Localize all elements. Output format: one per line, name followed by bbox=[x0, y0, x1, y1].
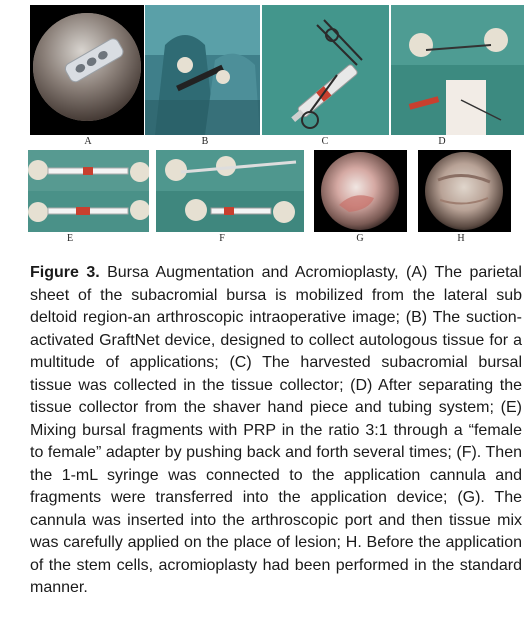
panel-a-label: A bbox=[84, 136, 92, 147]
panel-e-label: E bbox=[66, 233, 74, 244]
panel-f-label: F bbox=[219, 233, 225, 244]
panel-c-label: C bbox=[321, 136, 329, 147]
panel-f-image bbox=[156, 150, 304, 232]
panel-h-label: H bbox=[457, 233, 465, 244]
panel-h-image bbox=[418, 150, 511, 232]
panel-b-image bbox=[145, 5, 260, 135]
panel-a-image bbox=[30, 5, 144, 135]
panel-d-image bbox=[391, 5, 524, 135]
panel-g-label: G bbox=[356, 233, 364, 244]
panel-e-image bbox=[28, 150, 149, 232]
panel-d-label: D bbox=[438, 136, 446, 147]
figure-caption bbox=[30, 262, 522, 600]
panel-c-image bbox=[262, 5, 389, 135]
figure-label: Figure 3. bbox=[30, 264, 100, 281]
caption-text: Bursa Augmentation and Acromioplasty, (A) The parietal sheet of the subacromial bursa is mobilized from the lateral sub deltoid region-an arthroscopic intraoperative image; (B) The suction-activated GraftNet device, designed to collect autologous tissue for a multitude of applications; (C) The harvested subacromial bursal tissue was collected in the tissue collector; (D) After separating the tissue collector from the shaver hand piece and tubing system; (E) Mixing bursal fragments with PRP in the ratio 3:1 through a “female to female” adapter by pushing back and forth several times; (F). Then the 1-mL syringe was connected to the application cannula and fragments were transferred into the application device; (G). The cannula was inserted into the arthroscopic port and then tissue mix was carefully applied on the place of lesion; H. Before the application of the stem cells, acromioplasty had been performed in the standard manner. bbox=[30, 264, 522, 596]
panel-b-label: B bbox=[201, 136, 209, 147]
panel-g-image bbox=[314, 150, 407, 232]
